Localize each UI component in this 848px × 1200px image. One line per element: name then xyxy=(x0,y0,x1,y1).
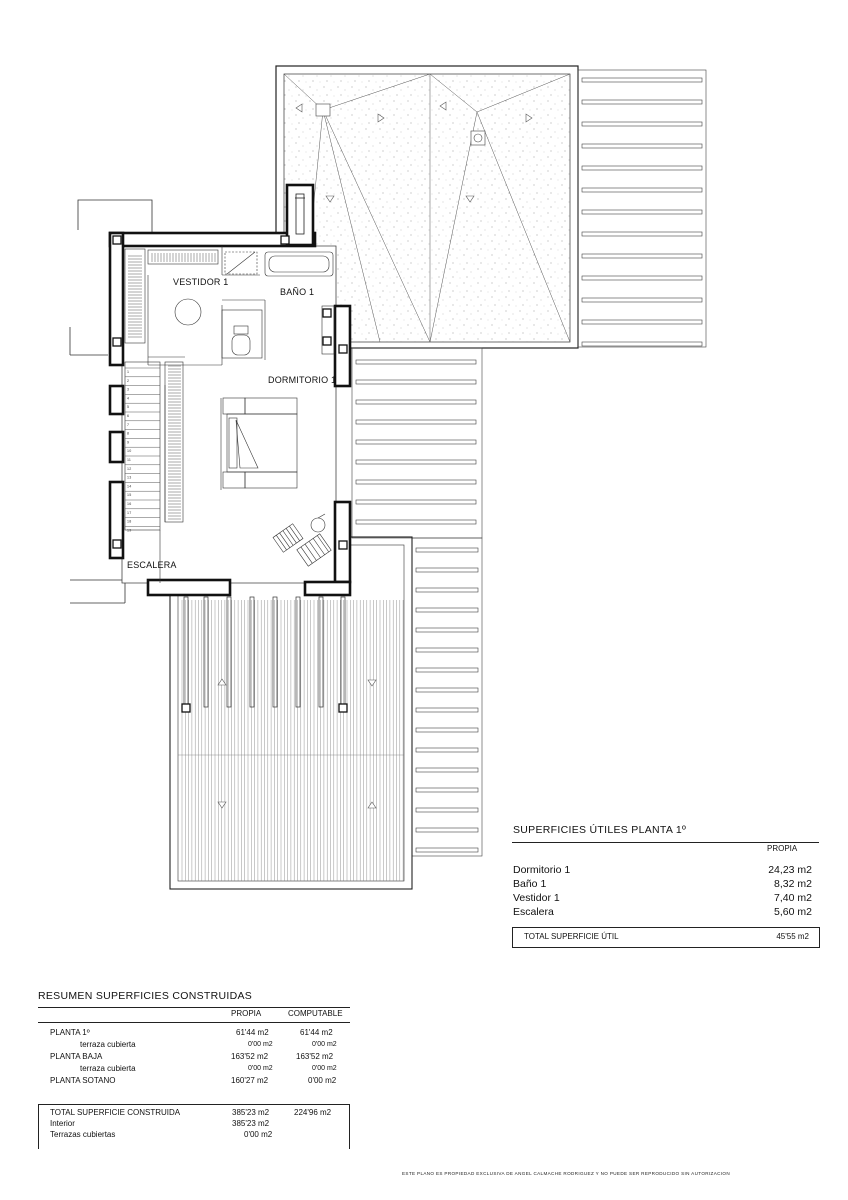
built-row-name: PLANTA 1º xyxy=(50,1028,90,1037)
useful-row-name: Vestidor 1 xyxy=(513,892,560,904)
label-dormitorio: DORMITORIO 1 xyxy=(268,375,337,385)
useful-areas-col-propia: PROPIA xyxy=(767,844,798,853)
built-interior-value: 385'23 m2 xyxy=(232,1119,270,1128)
svg-text:11: 11 xyxy=(127,458,132,462)
useful-areas-title: SUPERFICIES ÚTILES PLANTA 1º xyxy=(513,824,687,836)
copyright-footer: ESTE PLANO ES PROPIEDAD EXCLUSIVA DE ANGEL CALMACHE RODRIGUEZ Y NO PUEDE SER REPRODUCIDO SIN AUTORIZACION xyxy=(402,1171,731,1176)
built-col-propia: PROPIA xyxy=(231,1009,262,1018)
useful-areas-table xyxy=(512,823,820,949)
useful-row-value: 24,23 m2 xyxy=(768,864,812,876)
built-total-label: TOTAL SUPERFICIE CONSTRUIDA xyxy=(50,1108,181,1117)
svg-text:17: 17 xyxy=(127,510,132,515)
svg-text:8: 8 xyxy=(127,431,130,436)
svg-text:4: 4 xyxy=(127,396,130,401)
built-row-propia: 160'27 m2 xyxy=(231,1076,269,1085)
useful-total-box xyxy=(512,927,820,948)
svg-text:15: 15 xyxy=(127,493,132,498)
built-row-computable: 0'00 m2 xyxy=(312,1065,337,1072)
useful-row-value: 5,60 m2 xyxy=(774,906,812,918)
built-col-computable: COMPUTABLE xyxy=(288,1009,343,1018)
built-row-computable: 0'00 m2 xyxy=(308,1076,337,1085)
svg-text:2: 2 xyxy=(127,378,130,383)
svg-text:19: 19 xyxy=(127,528,132,533)
upper-floor xyxy=(110,185,350,595)
built-row-propia: 61'44 m2 xyxy=(236,1028,269,1037)
svg-text:7: 7 xyxy=(127,422,130,427)
built-row-name: terraza cubierta xyxy=(80,1040,136,1049)
built-areas-title: RESUMEN SUPERFICIES CONSTRUIDAS xyxy=(38,990,253,1002)
svg-text:5: 5 xyxy=(127,405,130,410)
svg-text:9: 9 xyxy=(127,440,130,445)
pergola-slats-top xyxy=(578,70,706,347)
built-row-name: PLANTA SOTANO xyxy=(50,1076,116,1085)
built-row-computable: 61'44 m2 xyxy=(300,1028,333,1037)
svg-text:10: 10 xyxy=(127,449,132,454)
svg-text:16: 16 xyxy=(127,502,132,506)
useful-total-value: 45'55 m2 xyxy=(776,932,809,941)
label-bano: BAÑO 1 xyxy=(280,287,315,297)
svg-text:12: 12 xyxy=(127,466,132,471)
built-terrazas-value: 0'00 m2 xyxy=(244,1130,273,1139)
built-row-propia: 163'52 m2 xyxy=(231,1052,269,1061)
built-areas-table xyxy=(38,990,350,1150)
built-row-propia: 0'00 m2 xyxy=(248,1065,273,1072)
svg-text:13: 13 xyxy=(127,475,132,480)
useful-total-label: TOTAL SUPERFICIE ÚTIL xyxy=(524,932,619,941)
useful-row-name: Dormitorio 1 xyxy=(513,864,571,876)
svg-text:14: 14 xyxy=(127,484,132,489)
built-total-propia: 385'23 m2 xyxy=(232,1108,270,1117)
svg-text:6: 6 xyxy=(127,414,130,418)
built-row-computable: 0'00 m2 xyxy=(312,1041,337,1048)
useful-row-value: 7,40 m2 xyxy=(774,892,812,904)
built-row-name: terraza cubierta xyxy=(80,1064,136,1073)
label-vestidor: VESTIDOR 1 xyxy=(173,277,229,287)
pergola-slats-lower xyxy=(412,538,482,856)
svg-text:1: 1 xyxy=(127,370,130,374)
built-total-computable: 224'96 m2 xyxy=(294,1108,332,1117)
built-row-computable: 163'52 m2 xyxy=(296,1052,334,1061)
useful-row-name: Escalera xyxy=(513,906,554,918)
label-escalera: ESCALERA xyxy=(127,560,177,570)
svg-text:18: 18 xyxy=(127,519,132,524)
built-row-name: PLANTA BAJA xyxy=(50,1052,103,1061)
built-row-propia: 0'00 m2 xyxy=(248,1041,273,1048)
svg-text:3: 3 xyxy=(127,387,130,392)
pergola-slats-middle xyxy=(352,348,482,538)
built-terrazas-label: Terrazas cubiertas xyxy=(50,1130,116,1139)
useful-row-name: Baño 1 xyxy=(513,878,547,890)
useful-row-value: 8,32 m2 xyxy=(774,878,812,890)
built-interior-label: Interior xyxy=(50,1119,75,1128)
built-total-box xyxy=(38,1104,350,1149)
